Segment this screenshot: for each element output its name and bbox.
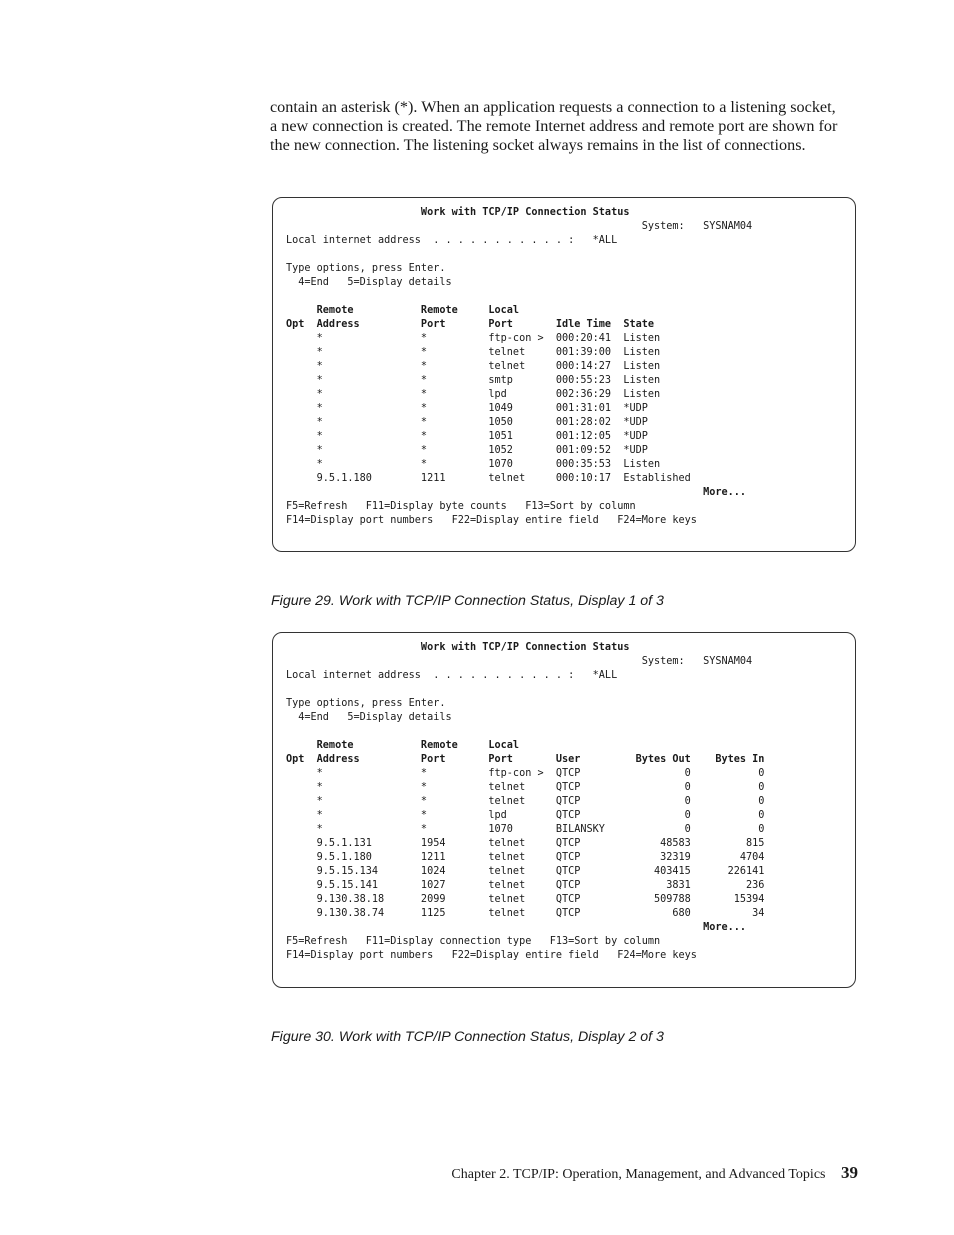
screen-line: 9.5.1.180 1211 telnet 000:10:17 Established [286, 473, 691, 484]
screen-line: Local internet address . . . . . . . . . . . : *ALL [286, 235, 618, 246]
screen-line: F14=Display port numbers F22=Display entire field F24=More keys [286, 515, 697, 526]
screen-line: Opt Address Port Port User Bytes Out Bytes In [286, 754, 765, 765]
screen-line: * * telnet 001:39:00 Listen [286, 347, 661, 358]
chapter-title: Chapter 2. TCP/IP: Operation, Management, and Advanced Topics [451, 1167, 826, 1182]
screen-line: Opt Address Port Port Idle Time State [286, 319, 655, 330]
screen-text [286, 641, 764, 963]
screen-line: Type options, press Enter. [286, 263, 446, 274]
screen-line: * * 1070 BILANSKY 0 0 [286, 824, 765, 835]
screen-line: Remote Remote Local [286, 740, 520, 751]
screen-line: * * 1051 001:12:05 *UDP [286, 431, 648, 442]
screen-line: * * telnet QTCP 0 0 [286, 796, 765, 807]
screen-line: * * ftp-con > 000:20:41 Listen [286, 333, 661, 344]
screen-line: * * telnet QTCP 0 0 [286, 782, 765, 793]
screen-line: F5=Refresh F11=Display connection type F13=Sort by column [286, 936, 661, 947]
screen-line: 9.5.15.134 1024 telnet QTCP 403415 226141 [286, 866, 765, 877]
screen-line [286, 725, 764, 739]
screen-line: 4=End 5=Display details [286, 712, 452, 723]
screen-line: Type options, press Enter. [286, 698, 446, 709]
screen-line: 9.130.38.74 1125 telnet QTCP 680 34 [286, 908, 765, 919]
screen-line: Remote Remote Local [286, 305, 520, 316]
screen-line: Work with TCP/IP Connection Status [286, 642, 630, 653]
screen-line: More... [286, 487, 747, 498]
screen-line: 4=End 5=Display details [286, 277, 452, 288]
screen-line: Work with TCP/IP Connection Status [286, 207, 630, 218]
screen-line: System: SYSNAM04 [286, 656, 753, 667]
screen-line [286, 290, 752, 304]
screen-figure-29 [272, 197, 856, 552]
page-footer [451, 1163, 858, 1183]
screen-line: 9.5.15.141 1027 telnet QTCP 3831 236 [286, 880, 765, 891]
screen-figure-30 [272, 632, 856, 988]
screen-line: * * 1050 001:28:02 *UDP [286, 417, 648, 428]
screen-text [286, 206, 752, 528]
screen-line [286, 248, 752, 262]
screen-line: * * 1052 001:09:52 *UDP [286, 445, 648, 456]
page-number: 39 [841, 1163, 858, 1182]
screen-line: System: SYSNAM04 [286, 221, 753, 232]
figure-29-caption: Figure 29. Work with TCP/IP Connection Status, Display 1 of 3 [271, 593, 664, 609]
screen-line: 9.5.1.180 1211 telnet QTCP 32319 4704 [286, 852, 765, 863]
screen-line: 9.5.1.131 1954 telnet QTCP 48583 815 [286, 838, 765, 849]
screen-line: 9.130.38.18 2099 telnet QTCP 509788 15394 [286, 894, 765, 905]
screen-line: * * smtp 000:55:23 Listen [286, 375, 661, 386]
screen-line: * * telnet 000:14:27 Listen [286, 361, 661, 372]
screen-line [286, 683, 764, 697]
figure-30-caption: Figure 30. Work with TCP/IP Connection Status, Display 2 of 3 [271, 1029, 664, 1045]
screen-line: Local internet address . . . . . . . . . . . : *ALL [286, 670, 618, 681]
screen-line: * * ftp-con > QTCP 0 0 [286, 768, 765, 779]
screen-line: * * 1070 000:35:53 Listen [286, 459, 661, 470]
screen-line: F14=Display port numbers F22=Display entire field F24=More keys [286, 950, 697, 961]
screen-line: More... [286, 922, 747, 933]
screen-line: * * lpd QTCP 0 0 [286, 810, 765, 821]
screen-line: F5=Refresh F11=Display byte counts F13=Sort by column [286, 501, 636, 512]
screen-line: * * 1049 001:31:01 *UDP [286, 403, 648, 414]
intro-paragraph: contain an asterisk (*). When an application requests a connection to a listening socket, a new connection is created. The remote Internet address and remote port are shown for the new connection. The listening socket always remains in the list of connections. [270, 98, 838, 154]
screen-line: * * lpd 002:36:29 Listen [286, 389, 661, 400]
